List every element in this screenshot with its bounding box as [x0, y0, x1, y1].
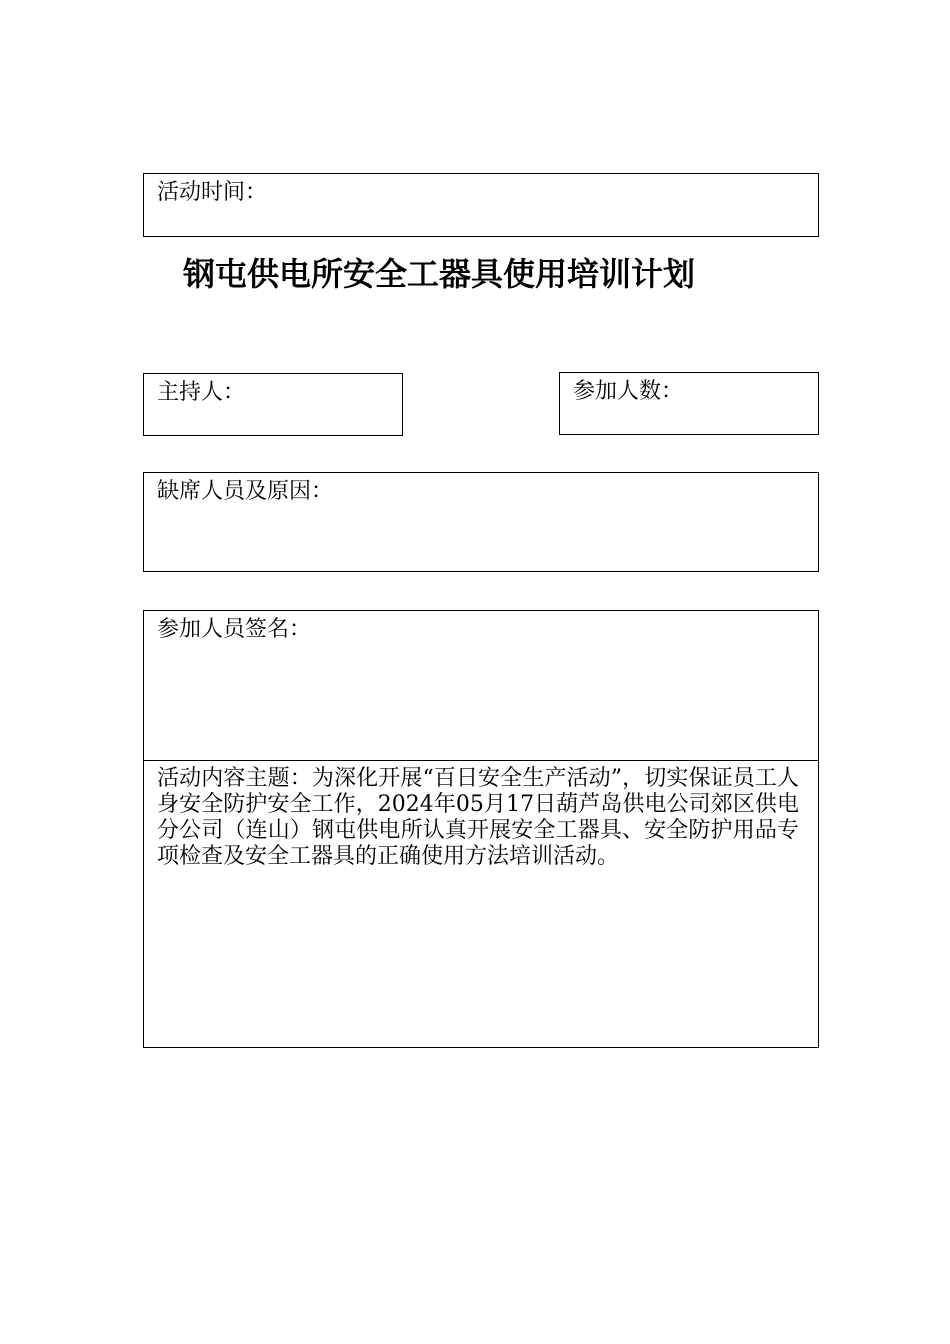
absentees-label: 缺席人员及原因： — [157, 479, 334, 504]
host-field — [143, 373, 403, 436]
signatures-label: 参加人员签名： — [157, 617, 312, 642]
activity-content-text: 活动内容主题：为深化开展“百日安全生产活动”，切实保证员工人身安全防护安全工作，2024年05月17日葫芦岛供电公司郊区供电分公司（连山）钢屯供电所认真开展安全工器具、安全防护用品专项检查及安全工器具的正确使用方法培训活动。 — [157, 766, 799, 869]
absentees-field — [143, 472, 819, 572]
signatures-field — [143, 610, 819, 761]
activity-time-label: 活动时间： — [157, 180, 268, 205]
participant-count-field — [559, 372, 819, 435]
activity-time-field — [143, 173, 819, 237]
participant-count-label: 参加人数： — [573, 379, 684, 404]
activity-content-field — [143, 760, 819, 1048]
document-title: 钢屯供电所安全工器具使用培训计划 — [183, 255, 696, 293]
host-label: 主持人： — [157, 380, 246, 405]
